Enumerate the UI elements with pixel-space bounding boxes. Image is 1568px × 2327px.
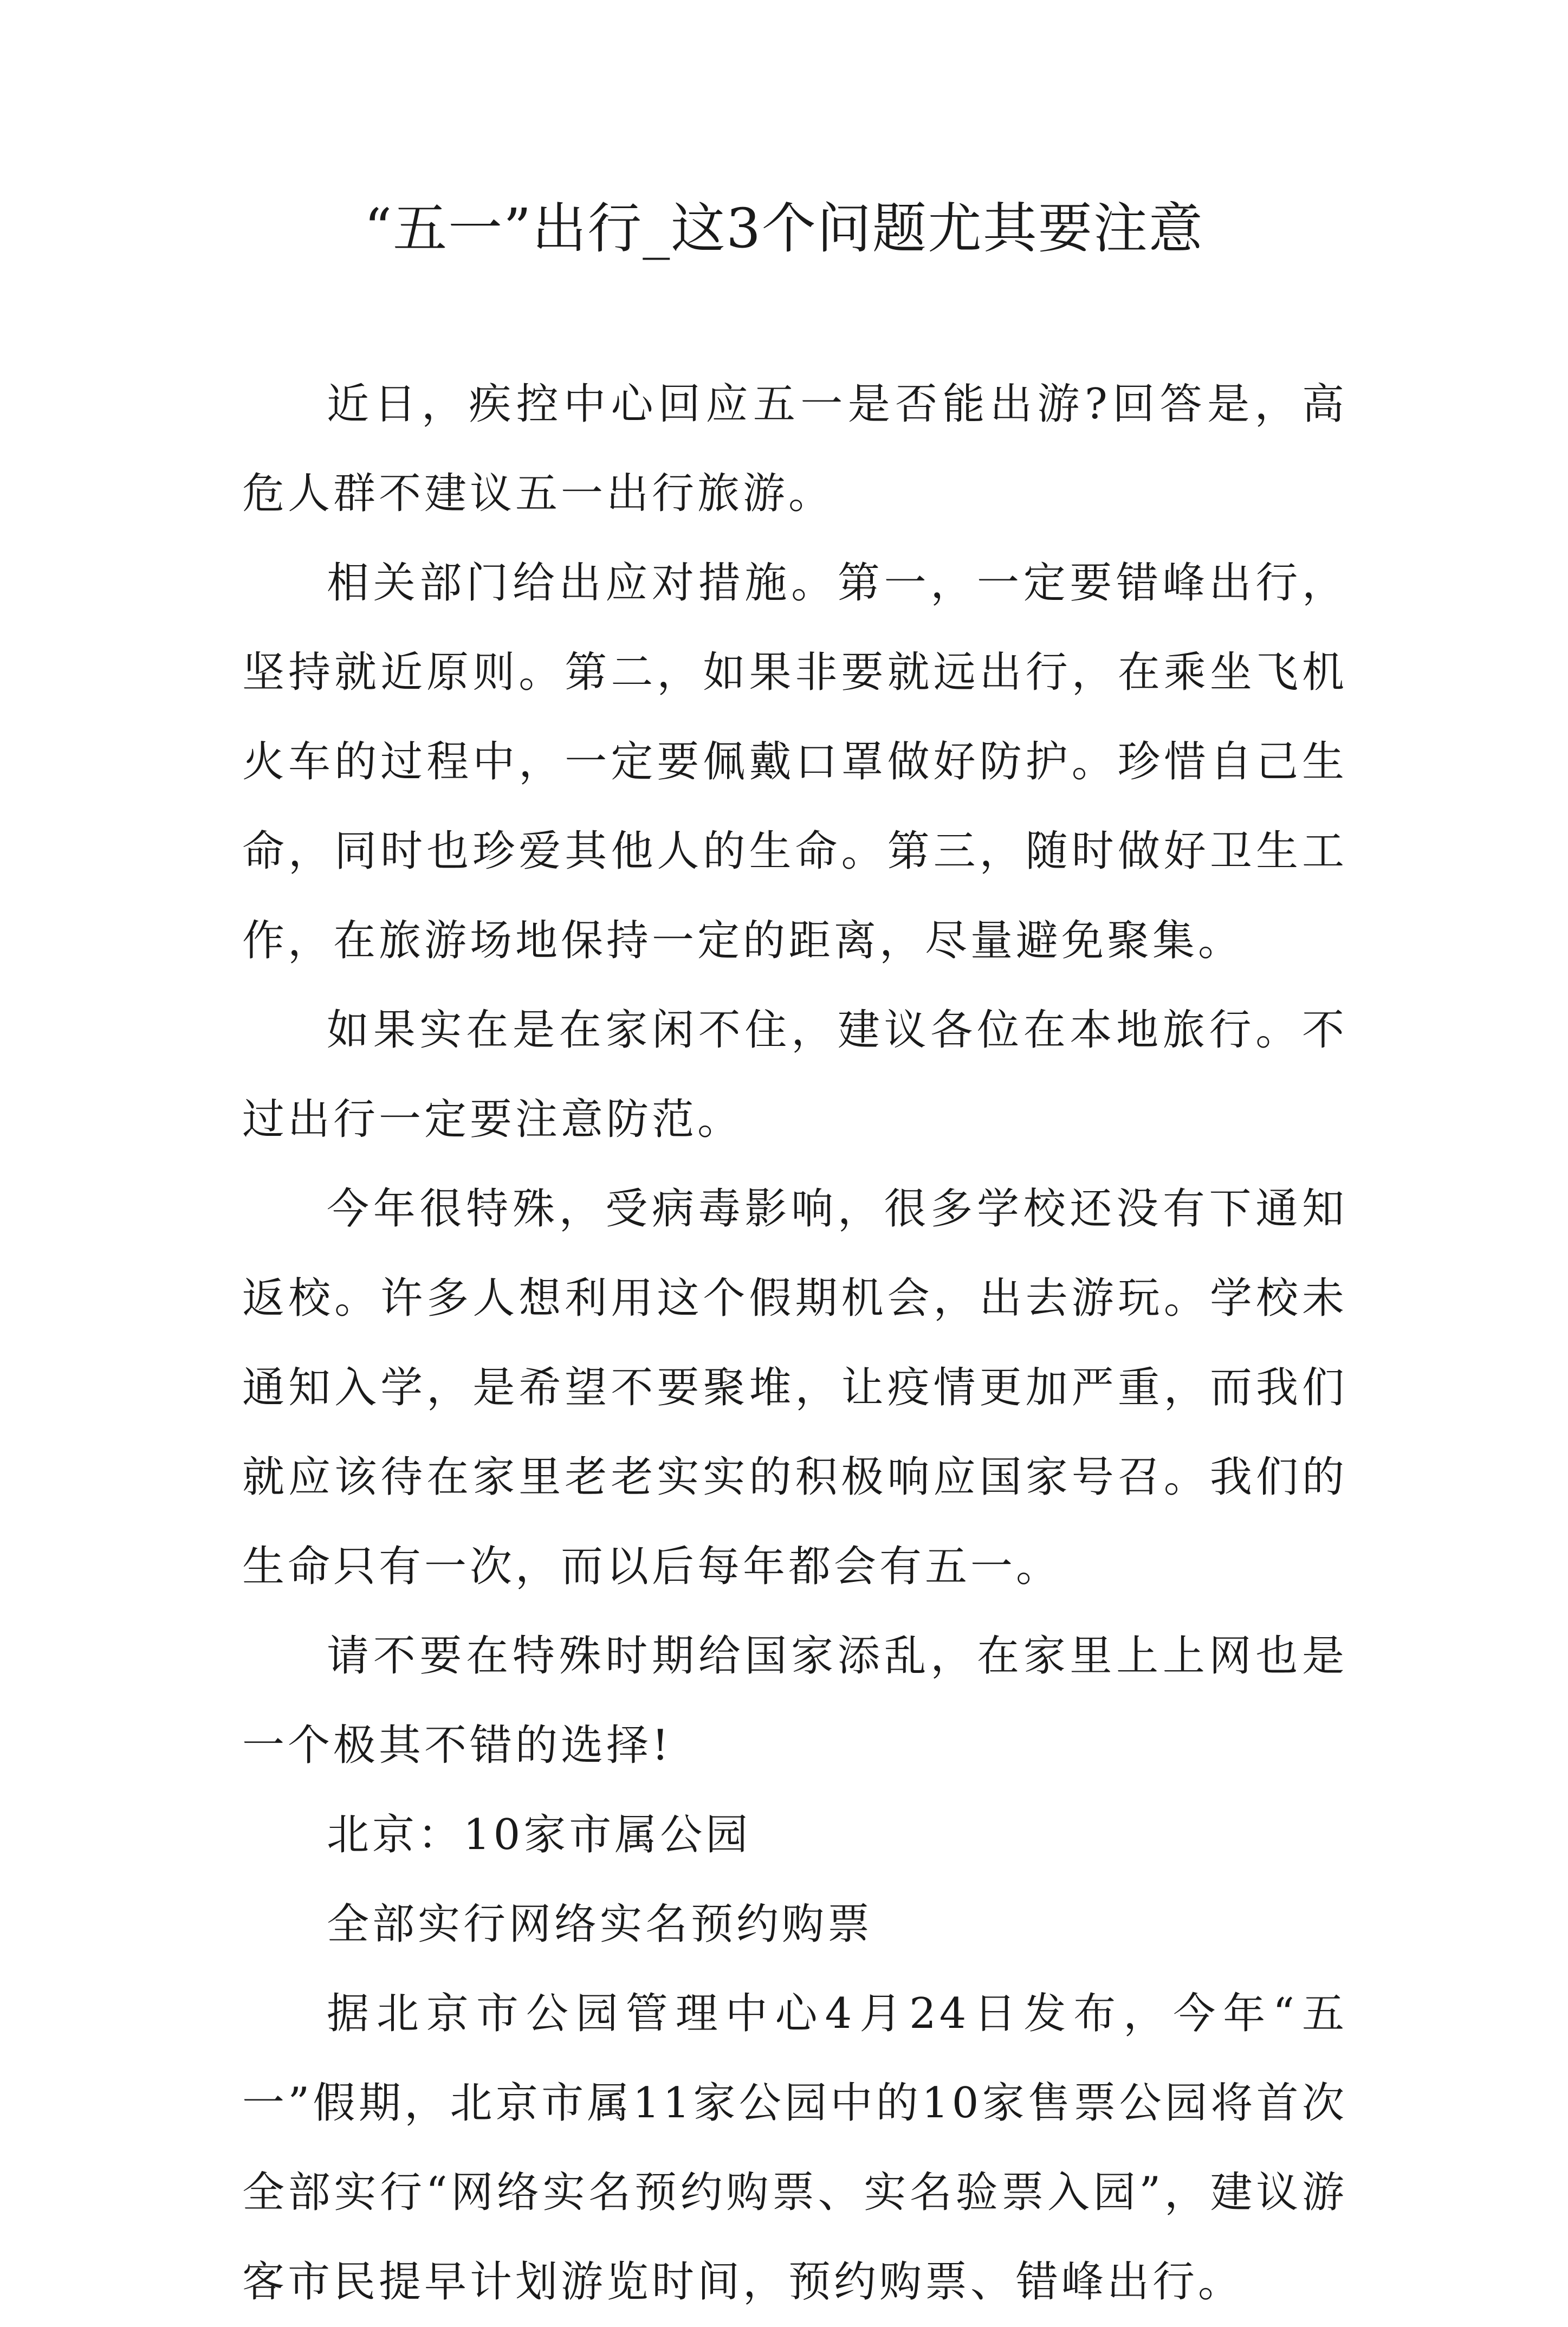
document-body — [242, 360, 1347, 2327]
paragraph-booking-heading: 全部实行网络实名预约购票 — [327, 1900, 873, 1949]
paragraph-beijing-heading: 北京：10家市属公园 — [327, 1811, 751, 1859]
paragraph-stay-home: 请不要在特殊时期给国家添乱，在家里上上网也是一个极其不错的选择! — [242, 1632, 1347, 1770]
document-title: “五一”出行_这3个问题尤其要注意 — [364, 197, 1204, 260]
paragraph-intro: 近日，疾控中心回应五一是否能出游?回答是，高危人群不建议五一出行旅游。 — [242, 380, 1347, 518]
paragraph-local-travel: 如果实在是在家闲不住，建议各位在本地旅行。不过出行一定要注意防范。 — [242, 1006, 1347, 1144]
paragraph-measures: 相关部门给出应对措施。第一，一定要错峰出行，坚持就近原则。第二，如果非要就远出行，在乘坐飞机火车的过程中，一定要佩戴口罩做好防护。珍惜自己生命，同时也珍爱其他人的生命。第三，随时做好卫生工作，在旅游场地保持一定的距离，尽量避免聚集。 — [242, 559, 1347, 965]
paragraph-beijing-notice: 据北京市公园管理中心4月24日发布，今年“五一”假期，北京市属11家公园中的10家售票公园将首次全部实行“网络实名预约购票、实名验票入园”，建议游客市民提早计划游览时间，预约购票、错峰出行。 — [242, 1989, 1347, 2306]
paragraph-special-year: 今年很特殊，受病毒影响，很多学校还没有下通知返校。许多人想利用这个假期机会，出去游玩。学校未通知入学，是希望不要聚堆，让疫情更加严重，而我们就应该待在家里老老实实的积极响应国家号召。我们的生命只有一次，而以后每年都会有五一。 — [242, 1185, 1347, 1591]
